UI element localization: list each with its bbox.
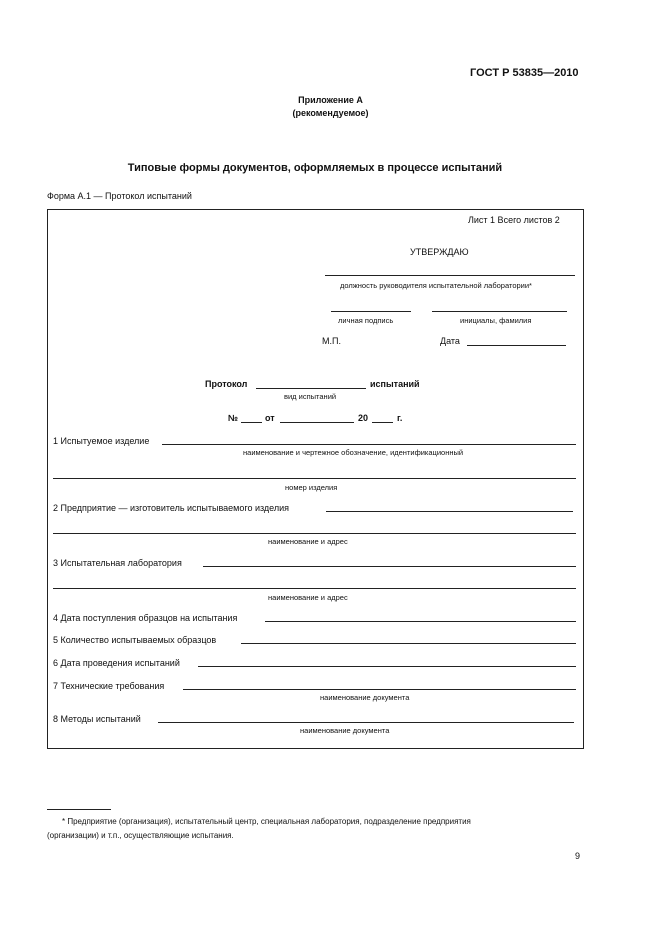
field-8-caption: наименование документа xyxy=(300,726,390,735)
field-5-label: 5 Количество испытываемых образцов xyxy=(53,635,217,645)
initials-caption: инициалы, фамилия xyxy=(460,316,532,325)
field-2-caption: наименование и адрес xyxy=(268,537,348,546)
position-caption: должность руководителя испытательной лаборатории* xyxy=(340,281,532,290)
field-3-line xyxy=(203,566,576,567)
page-number: 9 xyxy=(575,851,581,861)
protocol-number-label: № xyxy=(228,413,239,423)
field-4-line xyxy=(265,621,576,622)
field-1b-caption: номер изделия xyxy=(285,483,338,492)
field-1b-line xyxy=(53,478,576,479)
field-2b-line xyxy=(53,533,576,534)
field-4-label: 4 Дата поступления образцов на испытания xyxy=(53,613,238,623)
appendix-title: Приложение А xyxy=(298,95,363,105)
position-line xyxy=(325,275,575,276)
protocol-type-line xyxy=(256,388,366,389)
field-5-line xyxy=(241,643,576,644)
field-6-label: 6 Дата проведения испытаний xyxy=(53,658,180,668)
field-3b-line xyxy=(53,588,576,589)
field-7-line xyxy=(183,689,576,690)
field-7-caption: наименование документа xyxy=(320,693,410,702)
protocol-form-frame xyxy=(47,209,584,749)
standard-number: ГОСТ Р 53835—2010 xyxy=(470,67,579,79)
page-heading: Типовые формы документов, оформляемых в процессе испытаний xyxy=(127,162,503,174)
protocol-year-label: 20 xyxy=(358,413,369,423)
protocol-date-line xyxy=(280,422,354,423)
field-6-line xyxy=(198,666,576,667)
protocol-g-label: г. xyxy=(397,413,403,423)
protocol-title-left: Протокол xyxy=(205,379,248,389)
field-8-line xyxy=(158,722,574,723)
footnote-line-1: * Предприятие (организация), испытательный центр, специальная лаборатория, подразделение предприятия xyxy=(62,817,471,826)
date-line xyxy=(467,345,566,346)
field-3-caption: наименование и адрес xyxy=(268,593,348,602)
footnote-line-2: (организации) и т.п., осуществляющие испытания. xyxy=(47,831,234,840)
field-2-line xyxy=(326,511,573,512)
seal-label: М.П. xyxy=(322,336,341,346)
field-1-label: 1 Испытуемое изделие xyxy=(53,436,150,446)
field-1-line xyxy=(162,444,576,445)
date-label: Дата xyxy=(440,336,460,346)
signature-caption: личная подпись xyxy=(338,316,394,325)
protocol-year-line xyxy=(372,422,393,423)
sheet-info: Лист 1 Всего листов 2 xyxy=(468,215,560,225)
field-2-label: 2 Предприятие — изготовитель испытываемого изделия xyxy=(53,503,290,513)
signature-line xyxy=(331,311,411,312)
protocol-number-line xyxy=(241,422,262,423)
footnote-separator xyxy=(47,809,111,810)
field-3-label: 3 Испытательная лаборатория xyxy=(53,558,182,568)
field-7-label: 7 Технические требования xyxy=(53,681,165,691)
form-caption: Форма А.1 — Протокол испытаний xyxy=(47,191,192,201)
field-1-caption: наименование и чертежное обозначение, идентификационный xyxy=(243,448,464,457)
protocol-title-right: испытаний xyxy=(370,379,420,389)
protocol-type-caption: вид испытаний xyxy=(284,392,337,401)
approval-title: УТВЕРЖДАЮ xyxy=(410,247,469,257)
field-8-label: 8 Методы испытаний xyxy=(53,714,141,724)
initials-line xyxy=(432,311,567,312)
appendix-status: (рекомендуемое) xyxy=(292,108,369,118)
protocol-from-label: от xyxy=(265,413,275,423)
